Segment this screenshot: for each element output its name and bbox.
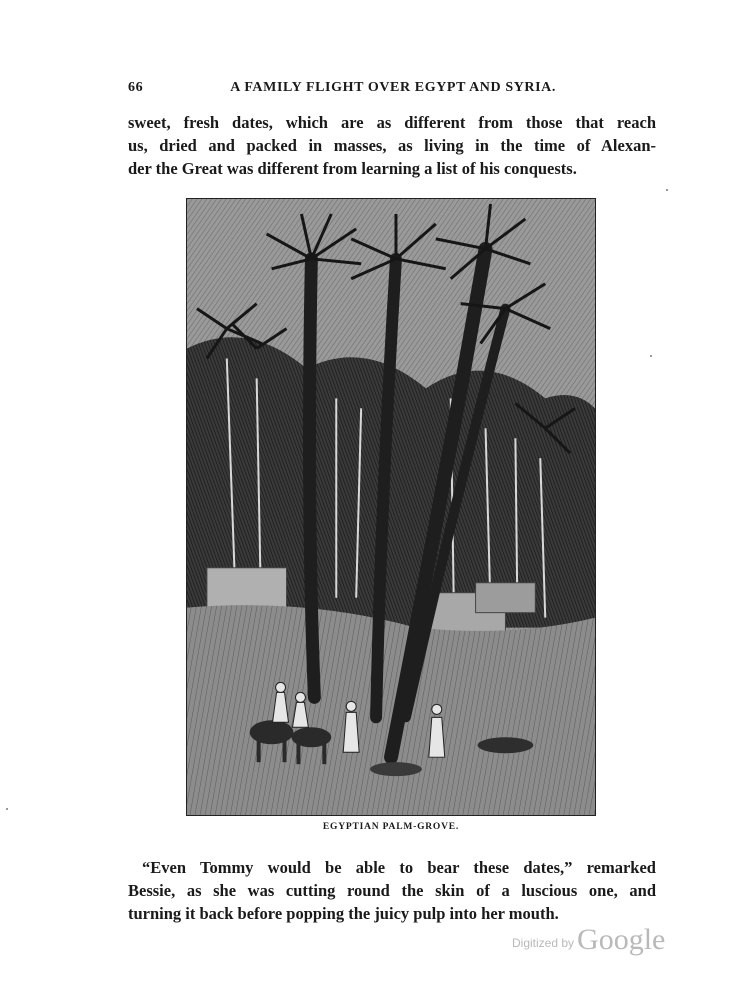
running-title: A FAMILY FLIGHT OVER EGYPT AND SYRIA. bbox=[230, 80, 556, 95]
page-number: 66 bbox=[128, 80, 144, 95]
watermark-prefix: Digitized by bbox=[512, 936, 575, 950]
paragraph-top bbox=[128, 111, 656, 180]
google-logo: Google bbox=[577, 923, 666, 956]
digitized-watermark bbox=[512, 922, 665, 956]
text-line: Bessie, as she was cutting round the skin of a luscious one, and bbox=[128, 881, 656, 900]
text-line: sweet, fresh dates, which are as different from those that reach bbox=[128, 113, 656, 132]
scan-speck bbox=[6, 808, 8, 810]
text-line: der the Great was different from learning a list of his conquests. bbox=[128, 159, 577, 178]
text-line: turning it back before popping the juicy pulp into her mouth. bbox=[128, 904, 559, 923]
text-line: “Even Tommy would be able to bear these dates,” remarked bbox=[142, 858, 656, 877]
paragraph-bottom bbox=[128, 856, 656, 925]
scan-speck bbox=[650, 355, 652, 357]
figure-caption: EGYPTIAN PALM-GROVE. bbox=[322, 822, 460, 832]
running-header bbox=[128, 80, 556, 100]
engraving-image bbox=[187, 199, 595, 815]
text-line: us, dried and packed in masses, as living in the time of Alexan- bbox=[128, 136, 656, 155]
palm-grove-illustration bbox=[186, 198, 596, 816]
scan-speck bbox=[666, 189, 668, 191]
